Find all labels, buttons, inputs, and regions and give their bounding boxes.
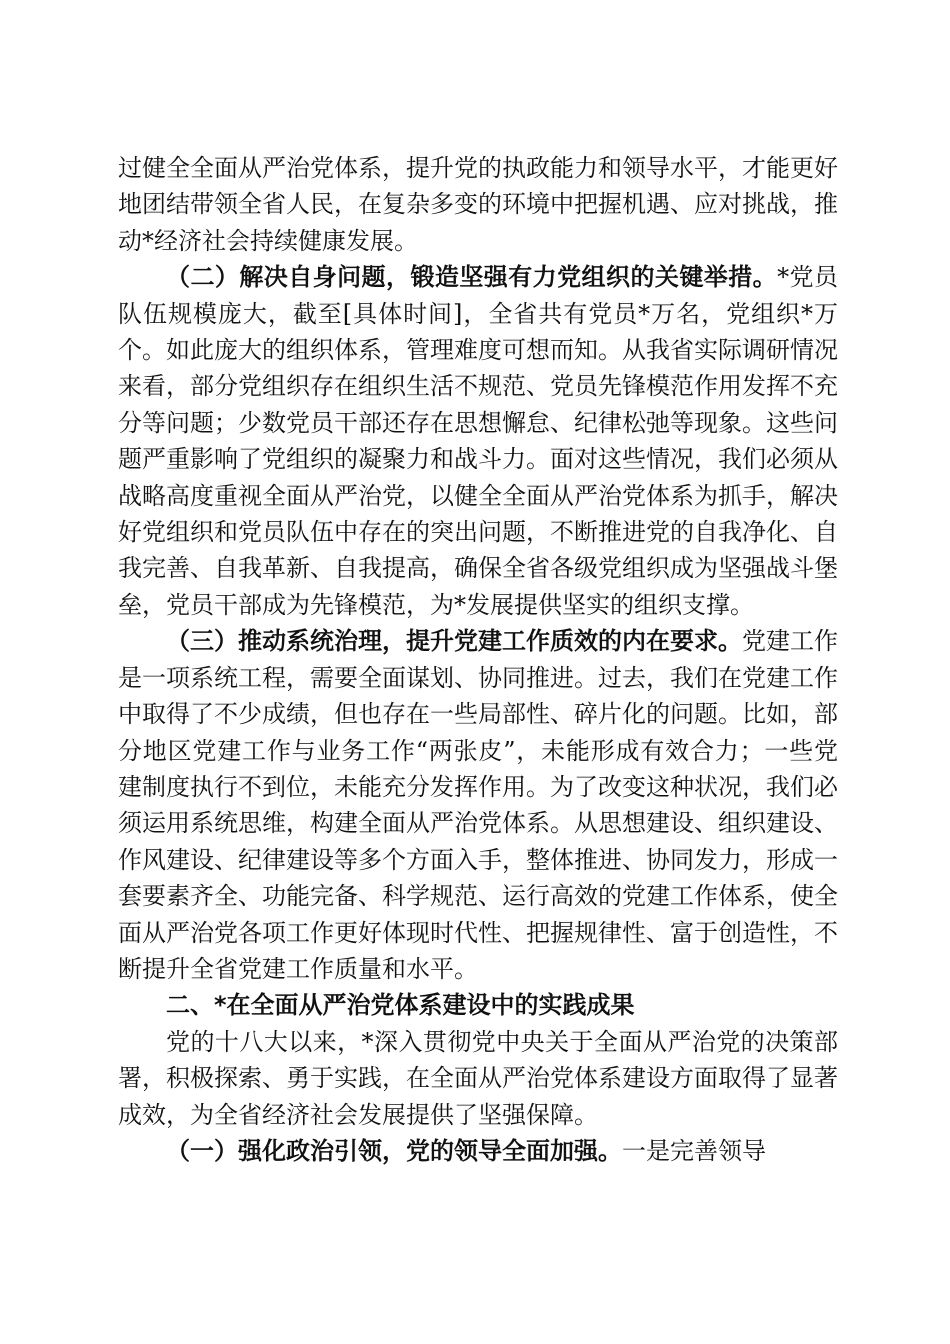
paragraph-intro: 过健全全面从严治党体系，提升党的执政能力和领导水平，才能更好地团结带领全省人民，在复杂多变的环境中把握机遇、应对挑战，推动*经济社会持续健康发展。: [118, 154, 838, 255]
paragraph-section-2-body: *党员队伍规模庞大，截至[具体时间]，全省共有党员*万名，党组织*万个。如此庞大的组织体系，管理难度可想而知。从我省实际调研情况来看，部分党组织存在组织生活不规范、党员先锋模范作用发挥不充分等问题；少数党员干部还存在思想懈怠、纪律松弛等现象。这些问题严重影响了党组织的凝聚力和战斗力。面对这些情况，我们必须从战略高度重视全面从严治党，以健全全面从严治党体系为抓手，解决好党组织和党员队伍中存在的突出问题，不断推进党的自我净化、自我完善、自我革新、自我提高，确保全省各级党组织成为坚强战斗堡垒，党员干部成为先锋模范，为*发展提供坚实的组织支撑。: [118, 263, 838, 619]
subheading-3: （三）推动系统治理，提升党建工作质效的内在要求。: [166, 627, 742, 656]
paragraph-section-2: [118, 259, 838, 623]
paragraph-section-3-body: 党建工作是一项系统工程，需要全面谋划、协同推进。过去，我们在党建工作中取得了不少成绩，但也存在一些局部性、碎片化的问题。比如，部分地区党建工作与业务工作“两张皮”，未能形成有效合力；一些党建制度执行不到位，未能充分发挥作用。为了改变这种状况，我们必须运用系统思维，构建全面从严治党体系。从思想建设、组织建设、作风建设、纪律建设等多个方面入手，整体推进、协同发力，形成一套要素齐全、功能完备、科学规范、运行高效的党建工作体系，使全面从严治党各项工作更好体现时代性、把握规律性、富于创造性，不断提升全省党建工作质量和水平。: [118, 627, 838, 983]
document-body: [118, 150, 838, 1169]
paragraph-section-3: [118, 623, 838, 987]
subheading-2: （二）解决自身问题，锻造坚强有力党组织的关键举措。: [166, 263, 778, 292]
section-heading: 二、*在全面从严治党体系建设中的实践成果: [166, 991, 635, 1020]
paragraph-subsection-1: [118, 1133, 838, 1169]
paragraph-section-intro: 党的十八大以来，*深入贯彻党中央关于全面从严治党的决策部署，积极探索、勇于实践，在全面从严治党体系建设方面取得了显著成效，为全省经济社会发展提供了坚强保障。: [118, 1027, 838, 1129]
subheading-1: （一）强化政治引领，党的领导全面加强。: [166, 1136, 622, 1165]
paragraph-subsection-1-body: 一是完善领导: [622, 1136, 766, 1165]
